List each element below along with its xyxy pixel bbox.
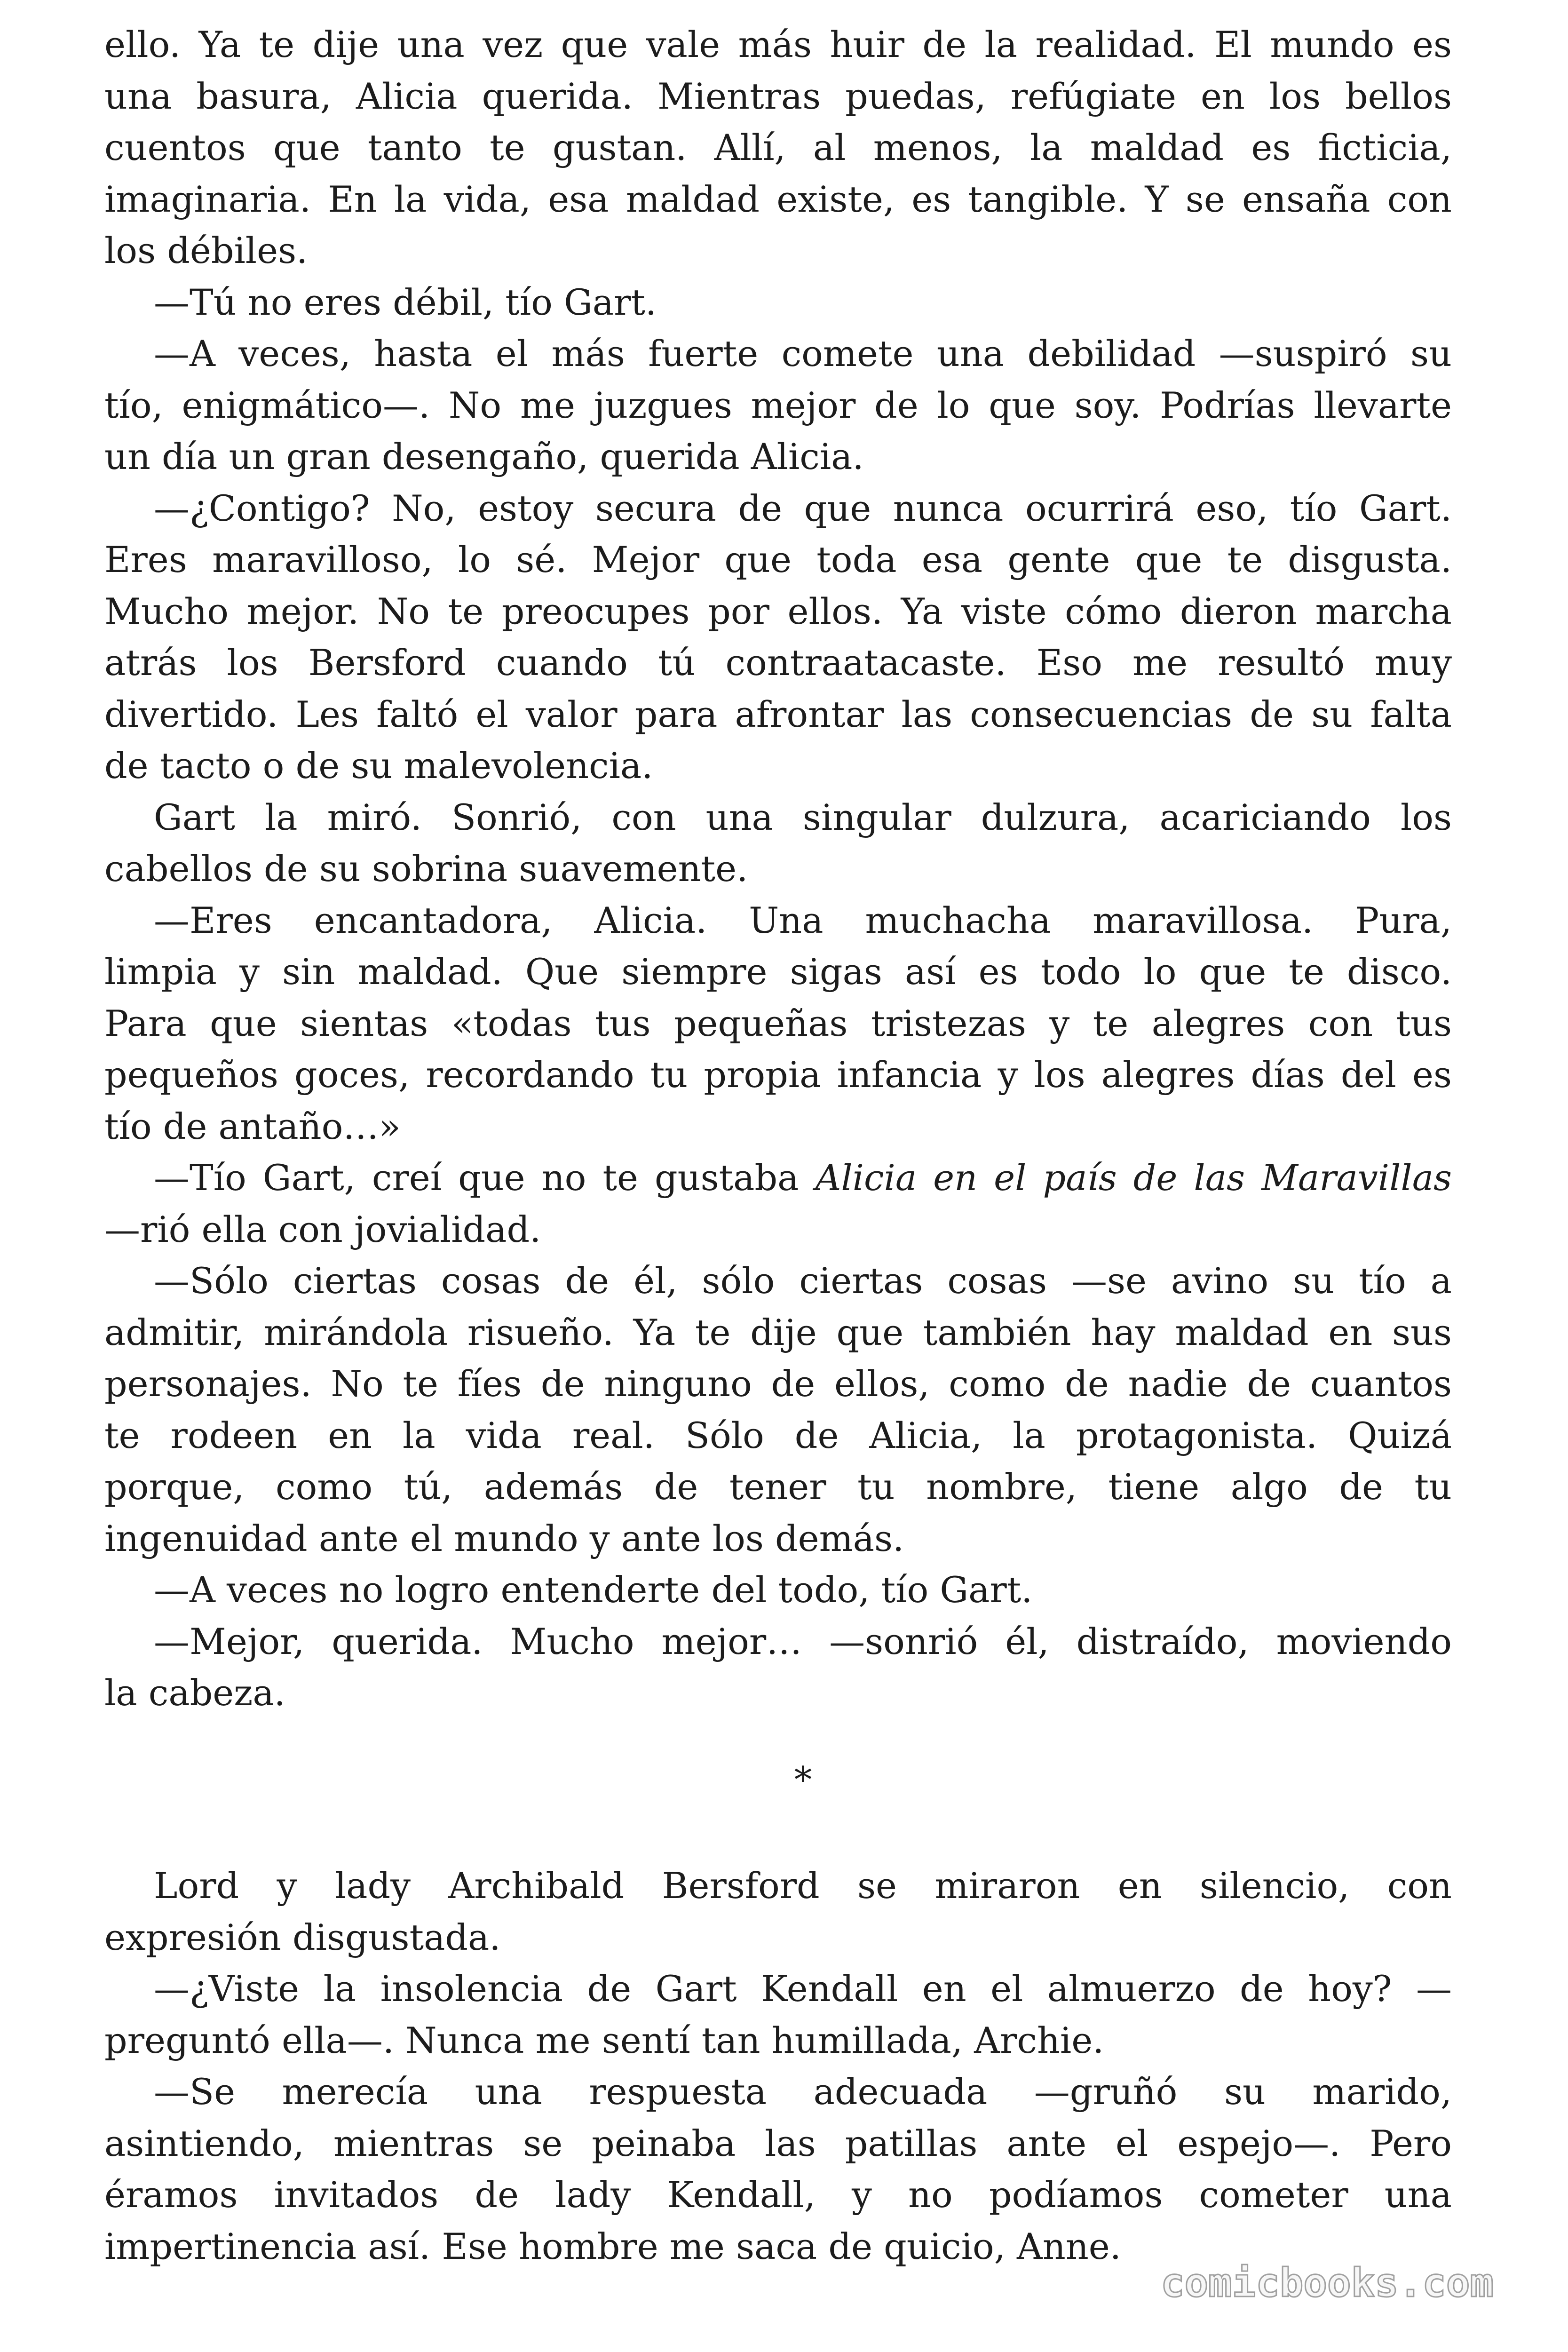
text-line: —Tú no eres débil, tío Gart. xyxy=(154,281,657,323)
text-line: —¿Viste la insolencia de Gart Kendall en el almuerzo de hoy? — xyxy=(154,1968,1452,2010)
text-line: personajes. No te fíes de ninguno de ellos, como de nadie de cuantos xyxy=(104,1363,1452,1405)
text-line: atrás los Bersford cuando tú contraatacaste. Eso me resultó muy xyxy=(104,642,1452,683)
paragraph xyxy=(104,1860,1452,1963)
text-line: porque, como tú, además de tener tu nombre, tiene algo de tu xyxy=(104,1466,1452,1508)
text-line: asintiendo, mientras se peinaba las patillas ante el espejo—. Pero xyxy=(104,2122,1452,2164)
text-line: admitir, mirándola risueño. Ya te dije que también hay maldad en sus xyxy=(104,1311,1452,1353)
text-line: —A veces, hasta el más fuerte comete una debilidad —suspiró su xyxy=(154,333,1452,374)
text-line: Eres maravilloso, lo sé. Mejor que toda esa gente que te disgusta. xyxy=(104,539,1452,580)
paragraph xyxy=(104,792,1452,895)
text-line: Gart la miró. Sonrió, con una singular dulzura, acariciando los xyxy=(154,796,1452,838)
text-line: —Eres encantadora, Alicia. Una muchacha maravillosa. Pura, xyxy=(154,899,1452,941)
text-line: divertido. Les faltó el valor para afrontar las consecuencias de su falta xyxy=(104,693,1452,735)
text-line: tío de antaño…» xyxy=(104,1105,401,1147)
paragraph xyxy=(104,19,1452,277)
paragraph xyxy=(104,1152,1452,1255)
text-line: éramos invitados de lady Kendall, y no podíamos cometer una xyxy=(104,2174,1452,2216)
text-line: expresión disgustada. xyxy=(104,1916,501,1958)
text-line: cuentos que tanto te gustan. Allí, al menos, la maldad es ficticia, xyxy=(104,127,1452,168)
text-line: Para que sientas «todas tus pequeñas tristezas y te alegres con tus xyxy=(104,1002,1452,1044)
paragraph xyxy=(104,1963,1452,2066)
scene-break: * xyxy=(794,1758,812,1801)
text-line: —A veces no logro entenderte del todo, tío Gart. xyxy=(154,1569,1033,1611)
paragraph xyxy=(104,1255,1452,1564)
text-line: tío, enigmático—. No me juzgues mejor de lo que soy. Podrías llevarte xyxy=(104,384,1452,426)
paragraph xyxy=(104,483,1452,792)
text-line xyxy=(104,1152,1452,1204)
text-line: ello. Ya te dije una vez que vale más huir de la realidad. El mundo es xyxy=(104,24,1452,65)
paragraph xyxy=(104,1616,1452,1719)
line-text: —Tío Gart, creí que no te gustaba xyxy=(154,1157,816,1199)
text-line: de tacto o de su malevolencia. xyxy=(104,745,653,787)
text-line: la cabeza. xyxy=(104,1672,285,1714)
text-line: impertinencia así. Ese hombre me saca de quicio, Anne. xyxy=(104,2225,1121,2267)
text-line: una basura, Alicia querida. Mientras puedas, refúgiate en los bellos xyxy=(104,75,1452,117)
paragraph xyxy=(104,895,1452,1152)
text-line: —¿Contigo? No, estoy secura de que nunca ocurrirá eso, tío Gart. xyxy=(154,487,1452,529)
text-line: Lord y lady Archibald Bersford se miraron en silencio, con xyxy=(154,1865,1452,1907)
text-line: los débiles. xyxy=(104,230,308,271)
text-line: cabellos de su sobrina suavemente. xyxy=(104,848,748,890)
text-line: imaginaria. En la vida, esa maldad existe, es tangible. Y se ensaña con xyxy=(104,178,1452,220)
text-line: ingenuidad ante el mundo y ante los demás. xyxy=(104,1517,904,1559)
text-line: un día un gran desengaño, querida Alicia. xyxy=(104,436,864,477)
book-page-text xyxy=(104,19,1452,2272)
text-line: te rodeen en la vida real. Sólo de Alicia, la protagonista. Quizá xyxy=(104,1414,1452,1456)
paragraph xyxy=(104,2066,1452,2272)
text-line: pequeños goces, recordando tu propia infancia y los alegres días del es xyxy=(104,1054,1452,1096)
text-line: —Mejor, querida. Mucho mejor… —sonrió él, distraído, moviendo xyxy=(154,1620,1452,1662)
paragraph xyxy=(104,1564,1452,1616)
text-line: —Se merecía una respuesta adecuada —gruñó su marido, xyxy=(154,2071,1452,2113)
text-line: —Sólo ciertas cosas de él, sólo ciertas cosas —se avino su tío a xyxy=(154,1260,1452,1302)
text-line: —rió ella con jovialidad. xyxy=(104,1208,541,1250)
watermark: comicbooks.com xyxy=(1161,2260,1494,2306)
text-line: limpia y sin maldad. Que siempre sigas así es todo lo que te disco. xyxy=(104,951,1452,993)
paragraph xyxy=(104,328,1452,483)
text-line: preguntó ella—. Nunca me sentí tan humillada, Archie. xyxy=(104,2019,1104,2061)
text-line: Mucho mejor. No te preocupes por ellos. Ya viste cómo dieron marcha xyxy=(104,590,1452,632)
book-title: Alicia en el país de las Maravillas xyxy=(815,1157,1452,1199)
paragraph xyxy=(104,277,1452,328)
